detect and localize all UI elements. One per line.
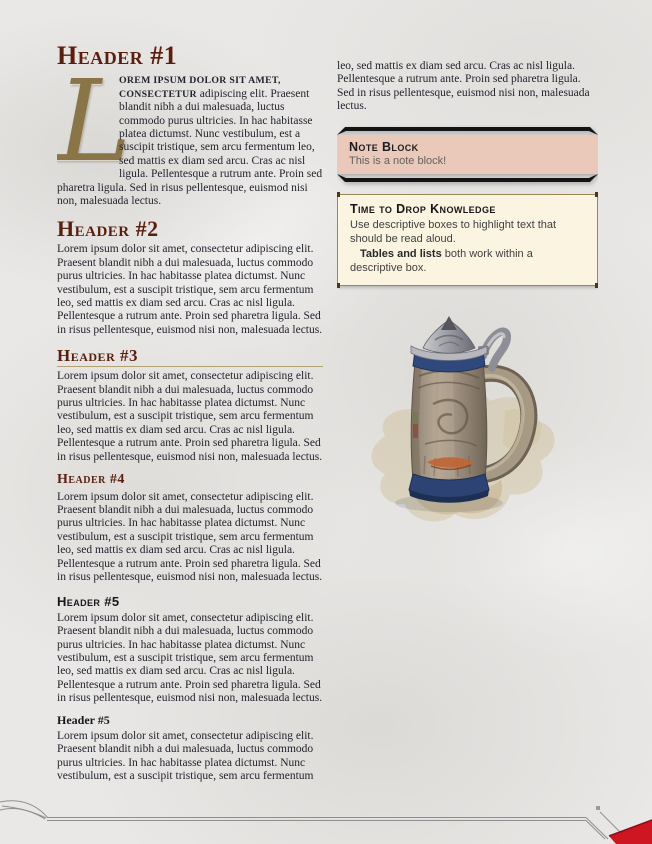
- left-column: [57, 42, 323, 816]
- paragraph-4: Lorem ipsum dolor sit amet, consectetur adipiscing elit. Praesent blandit nibh a dui malesuada, luctus commodo purus ultricies. In hac habitasse platea dictumst. Nunc vestibulum, est a suscipit tristique, sem arcu fermentum leo, sed mattis ex diam sed arcu. Cras ac nisl ligula. Pellentesque a rutrum ante. Proin sed pharetra ligula. Sed in risus pellentesque, euismod nisi non, malesuada lectus.: [57, 490, 323, 584]
- lead-small-caps: OREM IPSUM DOLOR SIT AMET, CONSECTETUR: [119, 75, 281, 100]
- stein-body: [411, 362, 486, 480]
- note-bottom-border: [337, 174, 598, 182]
- beer-stein-illustration: [355, 316, 569, 536]
- paragraph-3: Lorem ipsum dolor sit amet, consectetur adipiscing elit. Praesent blandit nibh a dui malesuada, luctus commodo purus ultricies. In hac habitasse platea dictumst. Nunc vestibulum, est a suscipit tristique, sem arcu fermentum leo, sed mattis ex diam sed arcu. Cras ac nisl ligula. Pellentesque a rutrum ante. Proin sed pharetra ligula. Sed in risus pellentesque, euismod nisi non, malesuada lectus.: [57, 370, 323, 463]
- header-4: Header #4: [57, 471, 125, 487]
- descriptive-box-line2-rest: both work within a descriptive box.: [350, 247, 533, 275]
- intro-paragraph-text: adipiscing elit. Praesent blandit nibh a dui malesuada, luctus commodo purus ultricies. In hac habitasse platea dictumst. Nunc vestibulum, est a suscipit tristique, sem arcu fermentum leo, sed mattis ex diam sed arcu. Cras ac nisl ligula. Pellentesque a rutrum ante. Proin sed pharetra ligula. Sed in risus pellentesque, euismod nisi non, malesuada lectus.: [57, 87, 323, 207]
- note-body: This is a note block!: [349, 154, 447, 167]
- page-footer-ornament: [0, 794, 652, 844]
- descriptive-box-line1: Use descriptive boxes to highlight text that should be read aloud.: [350, 218, 557, 246]
- note-title: Note Block: [349, 139, 419, 154]
- continuation-paragraph: leo, sed mattis ex diam sed arcu. Cras ac nisl ligula. Pellentesque a rutrum ante. Proin sed pharetra ligula. Sed in risus pellentesque, euismod nisi non, malesuada lectus.: [337, 60, 590, 113]
- corner-dot-icon: [337, 283, 340, 288]
- corner-dot-icon: [337, 192, 340, 197]
- right-column: [337, 60, 598, 820]
- paragraph-6-truncated: Lorem ipsum dolor sit amet, consectetur adipiscing elit. Praesent blandit nibh a dui malesuada, luctus commodo purus ultricies. In hac habitasse platea dictumst. Nunc vestibulum, est a suscipit tristique, sem arcu fermentum: [57, 729, 314, 783]
- header-2: Header #2: [57, 216, 159, 242]
- footer-rule: [47, 812, 626, 839]
- intro-paragraph: [57, 57, 323, 208]
- descriptive-box-line2: [350, 247, 585, 276]
- footer-flourish-icon: [0, 801, 48, 819]
- header-1: Header #1: [57, 42, 178, 70]
- header-5: Header #5: [57, 593, 120, 609]
- paragraph-2: Lorem ipsum dolor sit amet, consectetur adipiscing elit. Praesent blandit nibh a dui malesuada, luctus commodo purus ultricies. In hac habitasse platea dictumst. Nunc vestibulum, est a suscipit tristique, sem arcu fermentum leo, sed mattis ex diam sed arcu. Cras ac nisl ligula. Pellentesque a rutrum ante. Proin sed pharetra ligula. Sed in risus pellentesque, euismod nisi non, malesuada lectus.: [57, 243, 323, 336]
- descriptive-box-title: Time to Drop Knowledge: [350, 201, 496, 216]
- drop-cap-letter: L: [57, 57, 132, 188]
- header-5-minor: Header #5: [57, 712, 110, 727]
- descriptive-box: [337, 194, 598, 286]
- descriptive-box-bold-phrase: Tables and lists: [360, 247, 442, 260]
- footer-red-corner: [609, 820, 652, 844]
- stein-lid: [411, 316, 487, 361]
- corner-dot-icon: [595, 192, 598, 197]
- note-top-border: [337, 127, 598, 135]
- paragraph-5: Lorem ipsum dolor sit amet, consectetur adipiscing elit. Praesent blandit nibh a dui malesuada, luctus commodo purus ultricies. In hac habitasse platea dictumst. Nunc vestibulum, est a suscipit tristique, sem arcu fermentum leo, sed mattis ex diam sed arcu. Cras ac nisl ligula. Pellentesque a rutrum ante. Proin sed pharetra ligula. Sed in risus pellentesque, euismod nisi non, malesuada lectus.: [57, 611, 323, 705]
- corner-dot-icon: [595, 283, 598, 288]
- header-3: Header #3: [57, 347, 323, 367]
- note-content: [337, 135, 598, 174]
- footer-square-dot-icon: [596, 806, 600, 810]
- note-block: [337, 127, 598, 182]
